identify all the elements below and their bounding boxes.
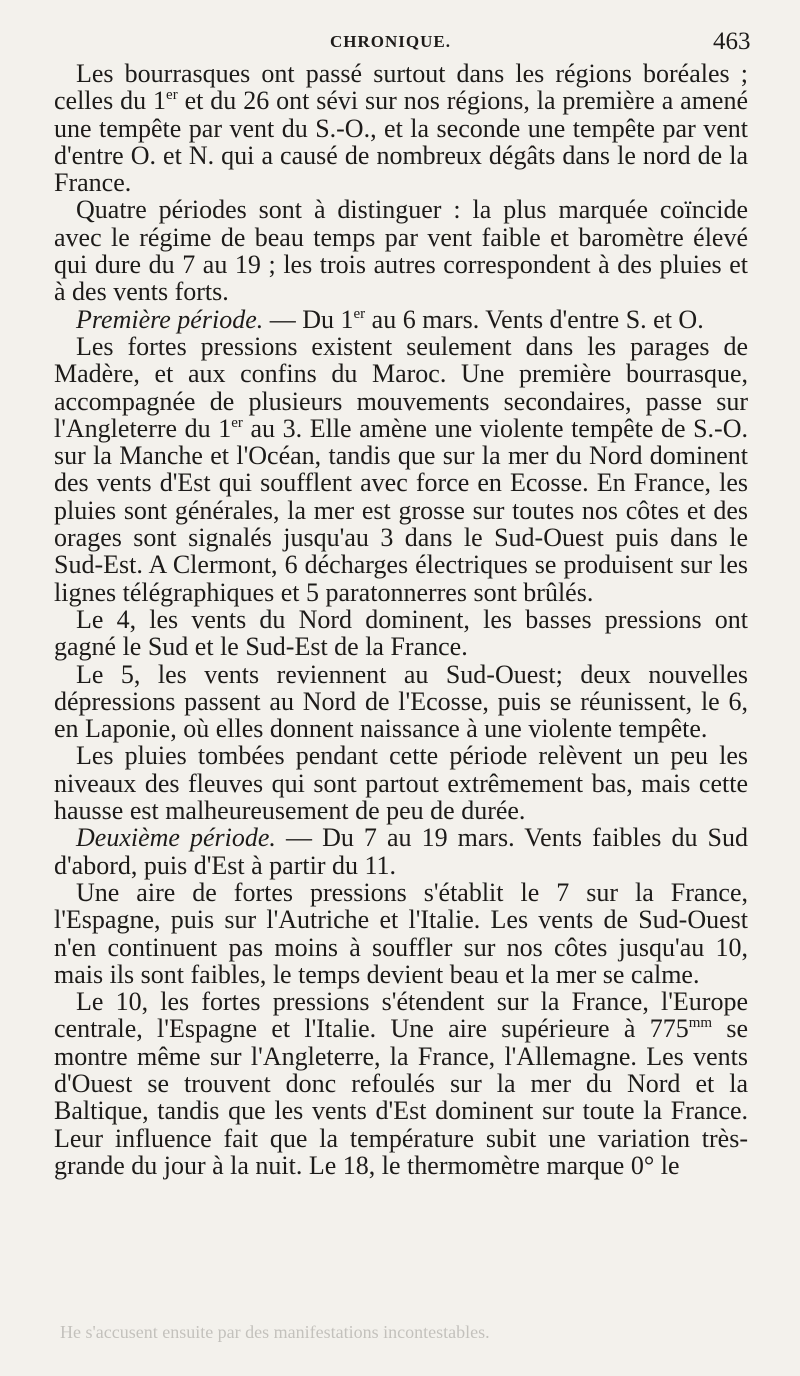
superscript: er <box>166 87 178 104</box>
paragraph <box>54 879 748 988</box>
text-run: au 3. Elle amène une violente tempête de S.-O. sur la Manche et l'Océan, tandis que sur la mer du Nord dominent des vents d'Est qui soufflent avec force en Ecosse. En France, les pluies sont générales, la mer est grosse sur toutes nos côtes et des orages sont signalés jusqu'au 3 dans le Sud-Ouest puis dans le Sud-Est. A Clermont, 6 décharges électriques se produisent sur les lignes télégraphiques et 5 paratonnerres sont brûlés. <box>54 413 748 607</box>
text-run: Le 4, les vents du Nord dominent, les basses pressions ont gagné le Sud et le Sud-Est de la France. <box>54 604 748 662</box>
paragraph <box>54 606 748 661</box>
page-number: 463 <box>713 28 751 55</box>
text-run: et du 26 ont sévi sur nos régions, la première a amené une tempête par vent du S.-O., et la seconde une tempête par vent d'entre O. et N. qui a causé de nombreux dégâts dans le nord de la France. <box>54 86 749 198</box>
paragraph <box>54 661 748 743</box>
body-text <box>54 60 748 1179</box>
text-run: se montre même sur l'Angleterre, la France, l'Allemagne. Les vents d'Ouest se trouvent donc refoulés sur la mer du Nord et la Baltique, tandis que les vents d'Est dominent sur toute la France. Leur influence fait que la température subit une variation très-grande du jour à la nuit. Le 18, le thermomètre marque 0° le <box>54 1014 748 1180</box>
paragraph <box>54 306 748 333</box>
running-head <box>0 24 800 64</box>
text-run: — Du 1 <box>263 304 354 334</box>
section-heading: Deuxième période. <box>76 823 276 853</box>
text-run: Les fortes pressions existent seulement dans les parages de Madère, et aux confins du Maroc. Une première bourrasque, accompagnée de plusieurs mouvements secondaires, passe sur l'Angleterre du 1 <box>54 331 748 443</box>
paragraph <box>54 60 748 196</box>
paragraph <box>54 824 748 879</box>
text-run: Le 10, les fortes pressions s'étendent sur la France, l'Europe centrale, l'Espagne et l'Italie. Une aire supérieure à 775 <box>54 987 748 1044</box>
paragraph <box>54 742 748 824</box>
text-run: au 6 mars. Vents d'entre S. et O. <box>365 304 704 334</box>
running-head-title: CHRONIQUE. <box>330 32 451 51</box>
text-run: Le 5, les vents reviennent au Sud-Ouest; deux nouvelles dépressions passent au Nord de l'Ecosse, puis se réunissent, le 6, en Laponie, où elles donnent naissance à une violente tempête. <box>54 659 748 744</box>
superscript: er <box>353 305 366 322</box>
text-run: Les bourrasques ont passé surtout dans les régions boréales ; celles du 1 <box>54 59 748 116</box>
superscript: mm <box>688 1015 713 1032</box>
section-heading: Première période. <box>76 304 264 334</box>
paragraph <box>54 988 748 1179</box>
paragraph <box>54 333 748 606</box>
text-run: — Du 7 au 19 mars. Vents faibles du Sud d'abord, puis d'Est à partir du 11. <box>54 823 749 880</box>
paragraph <box>54 196 748 305</box>
bleed-through-text: He s'accusent ensuite par des manifestations incontestables. <box>60 1322 490 1342</box>
text-run: Quatre périodes sont à distinguer : la plus marquée coïncide avec le régime de beau temps par vent faible et baromètre élevé qui dure du 7 au 19 ; les trois autres correspondent à des pluies et à des vents forts. <box>54 195 748 307</box>
text-run: Les pluies tombées pendant cette période relèvent un peu les niveaux des fleuves qui sont partout extrêmement bas, mais cette hausse est malheureusement de peu de durée. <box>54 741 748 826</box>
superscript: er <box>231 414 243 431</box>
text-run: Une aire de fortes pressions s'établit le 7 sur la France, l'Espagne, puis sur l'Autriche et l'Italie. Les vents de Sud-Ouest n'en continuent pas moins à souffler sur nos côtes jusqu'au 10, mais ils sont faibles, le temps devient beau et la mer se calme. <box>54 877 748 989</box>
